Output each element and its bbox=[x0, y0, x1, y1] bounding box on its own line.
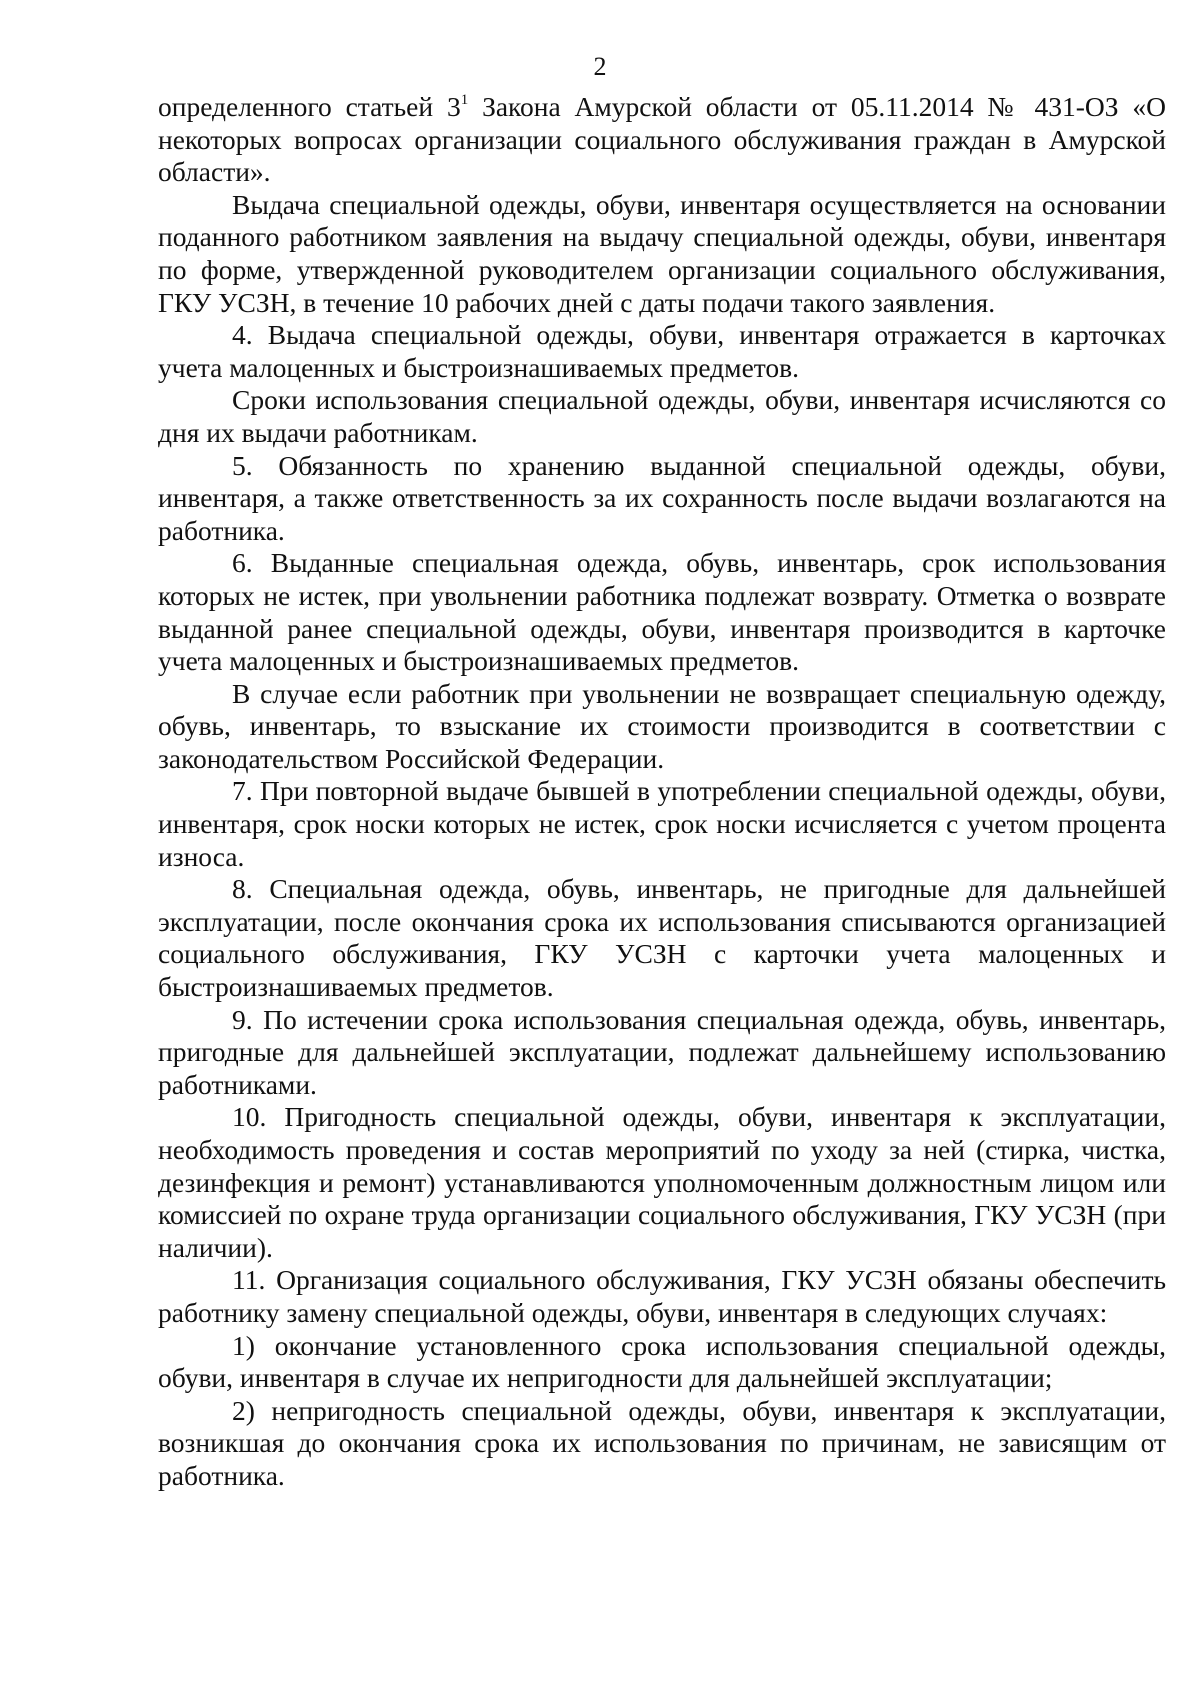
article-superscript: 1 bbox=[460, 92, 469, 108]
paragraph-item-10: 10. Пригодность специальной одежды, обуви, инвентаря к эксплуатации, необходимость проведения и состав мероприятий по уходу за ней (стирка, чистка, дезинфекция и ремонт) устанавливаются уполномоченным должностным лицом или комиссией по охране труда организации социального обслуживания, ГКУ УСЗН (при наличии). bbox=[158, 1101, 1166, 1263]
paragraph-subitem-1: 1) окончание установленного срока использования специальной одежды, обуви, инвентаря в случае их непригодности для дальнейшей эксплуатации; bbox=[158, 1329, 1166, 1394]
paragraph-item-4: 4. Выдача специальной одежды, обуви, инвентаря отражается в карточках учета малоценных и быстроизнашиваемых предметов. bbox=[158, 319, 1166, 383]
law-reference-text-end: Закона Амурской области от 05.11.2014 № 431-ОЗ «О некоторых вопросах организации социального обслуживания граждан в Амурской области». bbox=[158, 91, 1166, 188]
page-number: 2 bbox=[593, 52, 607, 81]
paragraph-item-7: 7. При повторной выдаче бывшей в употреблении специальной одежды, обуви, инвентаря, срок носки которых не истек, срок носки исчисляется с учетом процента износа. bbox=[158, 775, 1166, 872]
document-body bbox=[158, 91, 1166, 1493]
paragraph-item-8: 8. Специальная одежда, обувь, инвентарь, не пригодные для дальнейшей эксплуатации, после окончания срока их использования списываются организацией социального обслуживания, ГКУ УСЗН с карточки учета малоценных и быстроизнашиваемых предметов. bbox=[158, 873, 1166, 1003]
paragraph-item-5: 5. Обязанность по хранению выданной специальной одежды, обуви, инвентаря, а также ответственность за их сохранность после выдачи возлагаются на работника. bbox=[158, 449, 1166, 546]
paragraph-issuance-basis: Выдача специальной одежды, обуви, инвентаря осуществляется на основании поданного работником заявления на выдачу специальной одежды, обуви, инвентаря по форме, утвержденной руководителем организации социального обслуживания, ГКУ УСЗН, в течение 10 рабочих дней с даты подачи такого заявления. bbox=[158, 188, 1166, 318]
paragraph-subitem-2: 2) непригодность специальной одежды, обуви, инвентаря к эксплуатации, возникшая до окончания срока их использования по причинам, не зависящим от работника. bbox=[158, 1394, 1166, 1491]
paragraph-law-reference bbox=[158, 91, 1166, 189]
paragraph-item-6: 6. Выданные специальная одежда, обувь, инвентарь, срок использования которых не истек, при увольнении работника подлежат возврату. Отметка о возврате выданной ранее специальной одежды, обуви, инвентаря производится в карточке учета малоценных и быстроизнашиваемых предметов. bbox=[158, 547, 1166, 677]
paragraph-usage-terms: Сроки использования специальной одежды, обуви, инвентаря исчисляются со дня их выдачи работникам. bbox=[158, 384, 1166, 448]
paragraph-dismissal-case: В случае если работник при увольнении не возвращает специальную одежду, обувь, инвентарь, то взыскание их стоимости производится в соответствии с законодательством Российской Федерации. bbox=[158, 677, 1166, 774]
paragraph-item-11: 11. Организация социального обслуживания, ГКУ УСЗН обязаны обеспечить работнику замену специальной одежды, обуви, инвентаря в следующих случаях: bbox=[158, 1264, 1166, 1328]
paragraph-item-9: 9. По истечении срока использования специальная одежда, обувь, инвентарь, пригодные для дальнейшей эксплуатации, подлежат дальнейшему использованию работниками. bbox=[158, 1003, 1166, 1100]
law-reference-text-start: определенного статьей 3 bbox=[158, 91, 461, 122]
